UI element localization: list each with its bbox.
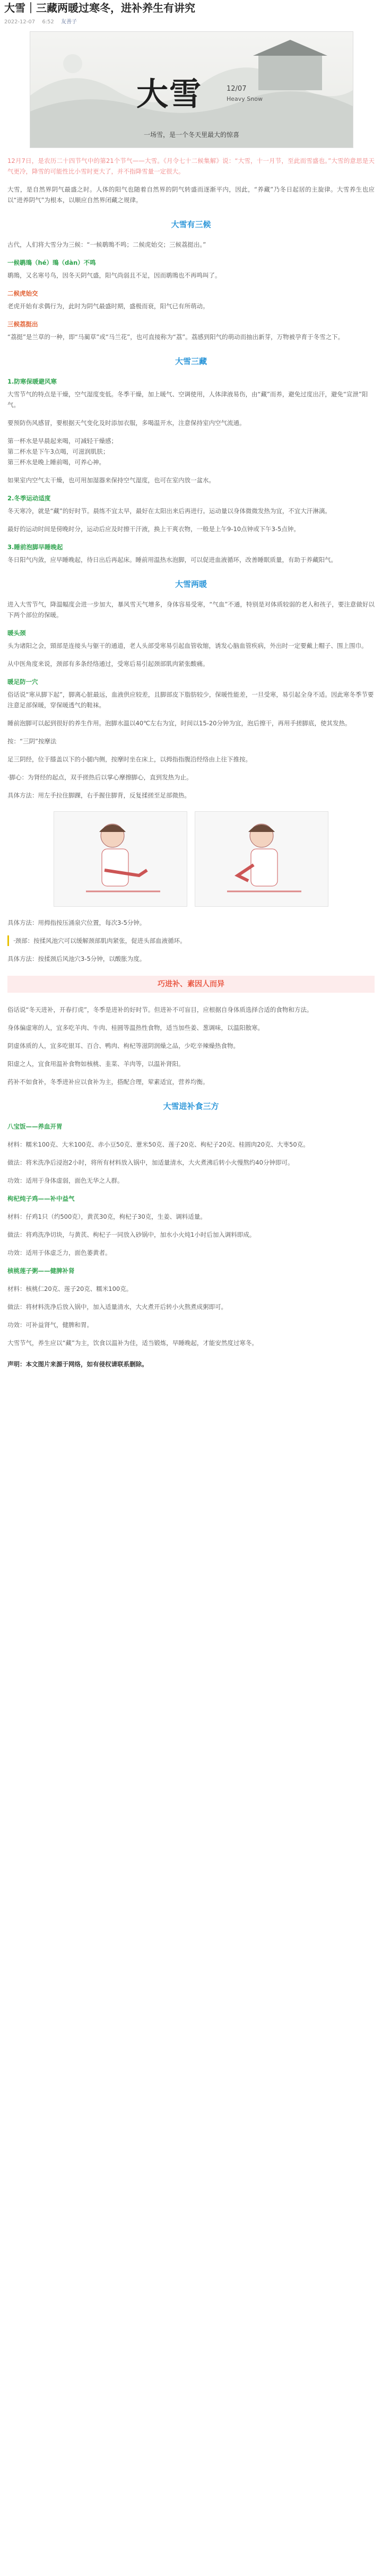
subheading: 1.防寒保暖避风寒 bbox=[7, 378, 57, 385]
paragraph: 按：“三阴”按摩法 bbox=[7, 738, 57, 745]
paragraph: 足三阴经，位于膝盖以下的小腿内侧，按摩时坐在床上，以拇指指腹沿经络由上往下推按。 bbox=[7, 756, 251, 763]
paragraph: 如果室内空气太干燥，也可用加湿器来保持空气湿度，也可在室内放一盆水。 bbox=[7, 476, 215, 484]
recipe-title: 枸杞炖子鸡——补中益气 bbox=[7, 1195, 75, 1202]
paragraph: 第二杯水是下午3点喝，可滋润肌肤； bbox=[7, 448, 109, 455]
intro-paragraph: 大雪，是自然界阴气最盛之时。人体的阳气也随着自然界的阴气转盛而逐渐平内，因此，“养藏”乃冬日起居的主旋律。大雪养生也应以“进养阴气”为根本，以顺应自然界闭藏之规律。 bbox=[7, 186, 375, 204]
massage-illustration bbox=[195, 811, 328, 907]
section-lead: 古代，人们将大雪分为三候：“一候鹖鴠不鸣；二候虎始交；三候荔挺出。” bbox=[7, 241, 206, 248]
article-body bbox=[0, 155, 382, 1369]
paragraph: 具体方法：用左手拉住脚踝，右手握住脚背，反复揉搓至足部微热。 bbox=[7, 792, 190, 799]
header-banner bbox=[30, 31, 353, 148]
paragraph: ·脚心：为肾经的起点，双手搓热后以掌心摩擦脚心，直到发热为止。 bbox=[7, 774, 193, 781]
paragraph: 最好的运动时间是傍晚时分，运动后应及时擦干汗液，换上干爽衣物，一般是上午9-10点钟或下午3-5点钟。 bbox=[7, 525, 300, 533]
paragraph: 药补不如食补，冬季进补应以食补为主，搭配合理，荤素适宜，营养均衡。 bbox=[7, 1078, 209, 1086]
paragraph: 俗话说“冬天进补，开春打虎”，冬季是进补的好时节。但进补不可盲目，应根据自身体质选择合适的食物和方法。 bbox=[7, 1006, 313, 1013]
recipe-effect: 功效：可补益肾气，健脾和胃。 bbox=[7, 1321, 93, 1329]
section-heading: 大雪进补食三方 bbox=[163, 1101, 219, 1111]
section-heading: 大雪两暖 bbox=[175, 579, 207, 589]
subheading: 三候荔挺出 bbox=[7, 320, 38, 328]
article-title: 大雪｜三藏两暖过寒冬，进补养生有讲究 bbox=[4, 2, 195, 14]
paragraph: 阴虚体质的人，宜多吃银耳、百合、鸭肉、枸杞等滋阴润燥之品，少吃辛辣燥热食物。 bbox=[7, 1042, 239, 1050]
subheading: 暖足防一穴 bbox=[7, 678, 38, 686]
recipe-ingredients: 材料：核桃仁20克、莲子20克、糯米100克。 bbox=[7, 1285, 133, 1293]
banner-caption: 一场雪，是一个冬天里最大的惊喜 bbox=[143, 131, 239, 138]
paragraph: 大雪节气的特点是干燥，空气湿度变低。冬季干燥，加上暖气、空调使用，人体津液易伤，由“藏”而养，避免过度出汗，避免“宣泄”阳气。 bbox=[7, 391, 368, 409]
section-heading: 大雪三藏 bbox=[175, 357, 207, 366]
paragraph: 鹖鴠，又名寒号鸟，因冬天阴气盛，阳气尚弱且不足，因而鹖鴠也不再鸣叫了。 bbox=[7, 272, 221, 279]
paragraph: 身体偏虚寒的人，宜多吃羊肉、牛肉、桂圆等温热性食物，适当加些姜、葱调味，以温阳散寒。 bbox=[7, 1024, 264, 1031]
paragraph: 具体方法：按揉颈后风池穴3-5分钟，以酸胀为度。 bbox=[7, 955, 146, 962]
subheading: 3.睡前泡脚早睡晚起 bbox=[7, 543, 63, 551]
section-lead: 进入大雪节气，降温幅度会进一步加大，暴风雪天气增多，身体容易受寒，“气血”不通，特别是对体质较弱的老人和孩子，要注意做好以下两个部位的保暖。 bbox=[7, 601, 375, 619]
author-link[interactable]: 友善子 bbox=[60, 19, 77, 25]
recipe-effect: 功效：适用于体虚乏力，面色萎黄者。 bbox=[7, 1249, 111, 1256]
subheading: 二候虎始交 bbox=[7, 290, 38, 297]
paragraph: 具体方法：用拇指按压涌泉穴位置，每次3-5分钟。 bbox=[7, 919, 146, 926]
intro-paragraph: 12月7日，是农历二十四节气中的第21个节气——大雪。《月令七十二候集解》说：“大雪，十一月节，至此而雪盛也。”大雪的意思是天气更冷，降雪的可能性比小雪时更大了，并不指降雪量一定很大。 bbox=[7, 157, 375, 175]
article-meta bbox=[0, 15, 382, 27]
subheading: 一候鹖鴠（hé）鴠（dàn）不鸣 bbox=[7, 259, 96, 266]
footer-note: 声明：本文图片来源于网络，如有侵权请联系删除。 bbox=[7, 1360, 148, 1368]
paragraph: 老虎开始有求偶行为，此时为阴气最盛时期，盛极而衰，阳气已有所萌动。 bbox=[7, 302, 209, 310]
paragraph: 第一杯水是早晨起来喝，可减轻干燥感； bbox=[7, 437, 117, 445]
recipe-effect: 功效：适用于身体虚弱，面色无华之人群。 bbox=[7, 1177, 124, 1184]
banner-date: 12/07 bbox=[227, 85, 247, 93]
publish-time: 6:52 bbox=[42, 19, 54, 25]
illustration-row bbox=[7, 811, 375, 907]
recipe-title: 八宝饭——养血开胃 bbox=[7, 1123, 63, 1130]
recipe-ingredients: 材料：糯米100克、大米100克、赤小豆50克、薏米50克、莲子20克、枸杞子20克、桂圆肉20克、大枣50克。 bbox=[7, 1141, 309, 1148]
paragraph: 冬日阳气内敛，应早睡晚起，待日出后再起床。睡前用温热水泡脚，可以促进血液循环，改善睡眠质量，有助于养藏阳气。 bbox=[7, 556, 337, 563]
publish-date: 2022-12-07 bbox=[4, 19, 36, 25]
recipe-ingredients: 材料：仔鸡1只（约500克），黄芪30克，枸杞子30克，生姜、调料适量。 bbox=[7, 1213, 206, 1220]
paragraph: 从中医角度来说，颈部有多条经络通过，受寒后易引起颈部肌肉紧张酸痛。 bbox=[7, 660, 209, 667]
section-banner: 巧进补、素因人而异 bbox=[7, 976, 375, 993]
banner-title: 大雪 bbox=[136, 76, 202, 113]
paragraph: 要预防伤风感冒，要根据天气变化及时添加衣服，多喝温开水，注意保持室内空气流通。 bbox=[7, 419, 246, 427]
subheading: 2.冬季运动适度 bbox=[7, 495, 51, 502]
recipe-title: 核桃莲子粥——健脾补肾 bbox=[7, 1267, 75, 1274]
paragraph: 冬天寒冷，就是“藏”的好时节。晨练不宜太早，最好在太阳出来后再进行。运动量以身体微微发热为宜，不宜大汗淋漓。 bbox=[7, 507, 331, 515]
subheading: 暖头颈 bbox=[7, 629, 26, 637]
paragraph: “荔挺”是兰草的一种，即“马蔺草”或“马兰花”，也可直接称为“荔”。荔感到阳气的萌动而抽出新芽，万物被孕育于冬雪之下。 bbox=[7, 333, 344, 341]
paragraph: 头为诸阳之会，頸部是连接头与躯干的通道，老人头部受寒易引起血管收缩，诱发心脑血管疾病，外出时一定要戴上帽子、围上围巾。 bbox=[7, 642, 368, 649]
closing-paragraph: 大雪节气，养生应以“藏”为主，饮食以温补为佳，适当锻炼，早睡晚起，才能安然度过寒冬。 bbox=[7, 1339, 258, 1347]
section-heading: 大雪有三候 bbox=[171, 220, 211, 229]
banner-english: Heavy Snow bbox=[227, 96, 263, 102]
paragraph: ·颈部：按揉风池穴可以缓解颈部肌肉紧张，促进头部血液循环。 bbox=[7, 935, 375, 946]
paragraph: 阳虚之人，宜食用温补食物如核桃、韭菜、羊肉等，以温补肾阳。 bbox=[7, 1060, 185, 1068]
recipe-method: 做法：将米洗净后浸泡2小时，将所有材料放入锅中，加适量清水，大火煮沸后转小火慢熬约40分钟即可。 bbox=[7, 1159, 294, 1166]
recipe-method: 做法：将鸡洗净切块，与黄芪、枸杞子一同放入砂锅中，加水小火炖1小时后加入调料即成。 bbox=[7, 1231, 256, 1238]
paragraph: 第三杯水是晚上睡前喝，可养心神。 bbox=[7, 458, 105, 466]
paragraph: 睡前泡脚可以起到很好的养生作用。泡脚水温以40℃左右为宜，时间以15-20分钟为宜，泡后擦干，再用手搓脚底，使其发热。 bbox=[7, 719, 351, 727]
massage-illustration bbox=[54, 811, 187, 907]
paragraph: 俗话说“寒从脚下起”，脚离心脏最远，血液供应较差，且脚部皮下脂肪较少，保暖性能差，一旦受寒，易引起全身不适。因此寒冬季节要注意足部保暖，穿保暖透气的鞋袜。 bbox=[7, 691, 374, 709]
recipe-method: 做法：将材料洗净后放入锅中，加入适量清水，大火煮开后转小火熬煮成粥即可。 bbox=[7, 1303, 227, 1311]
